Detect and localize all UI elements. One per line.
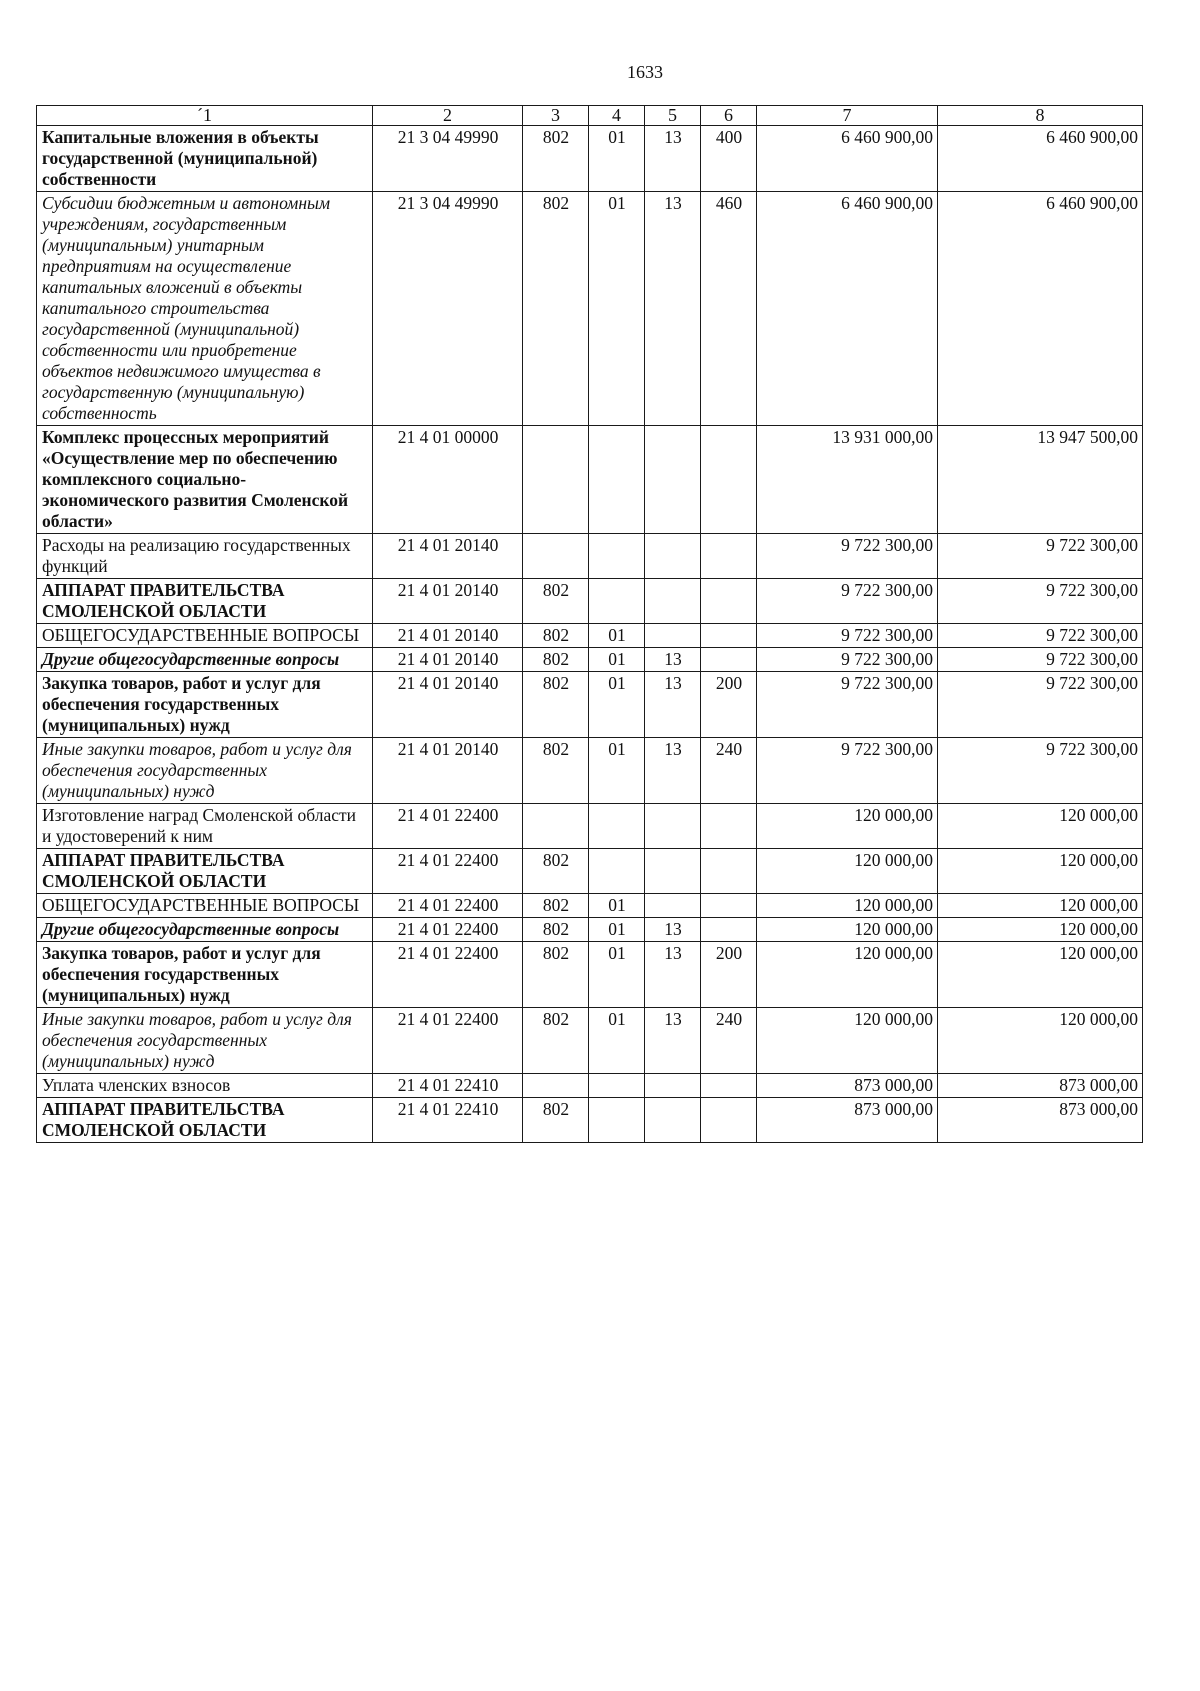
amount-year-2: 9 722 300,00 bbox=[938, 579, 1143, 624]
header-col-8: 8 bbox=[938, 106, 1143, 126]
target-article-code: 21 4 01 22400 bbox=[373, 894, 523, 918]
table-row bbox=[37, 942, 1143, 1008]
row-name: Изготовление наград Смоленской области и удостоверений к ним bbox=[37, 804, 373, 849]
amount-year-2: 120 000,00 bbox=[938, 804, 1143, 849]
target-article-code: 21 4 01 22400 bbox=[373, 942, 523, 1008]
target-article-code: 21 3 04 49990 bbox=[373, 192, 523, 426]
amount-year-1: 9 722 300,00 bbox=[757, 624, 938, 648]
header-row bbox=[37, 106, 1143, 126]
section-code: 01 bbox=[589, 918, 645, 942]
section-code: 01 bbox=[589, 192, 645, 426]
amount-year-1: 13 931 000,00 bbox=[757, 426, 938, 534]
target-article-code: 21 4 01 00000 bbox=[373, 426, 523, 534]
section-code: 01 bbox=[589, 894, 645, 918]
amount-year-1: 120 000,00 bbox=[757, 804, 938, 849]
section-code: 01 bbox=[589, 648, 645, 672]
amount-year-2: 6 460 900,00 bbox=[938, 126, 1143, 192]
amount-year-1: 120 000,00 bbox=[757, 942, 938, 1008]
amount-year-1: 9 722 300,00 bbox=[757, 534, 938, 579]
section-code bbox=[589, 804, 645, 849]
table-row bbox=[37, 1074, 1143, 1098]
ministry-code: 802 bbox=[523, 942, 589, 1008]
expense-type-code bbox=[701, 1074, 757, 1098]
amount-year-1: 6 460 900,00 bbox=[757, 126, 938, 192]
ministry-code bbox=[523, 1074, 589, 1098]
expense-type-code bbox=[701, 849, 757, 894]
table-row bbox=[37, 1008, 1143, 1074]
table-row bbox=[37, 579, 1143, 624]
table-row bbox=[37, 534, 1143, 579]
amount-year-2: 120 000,00 bbox=[938, 1008, 1143, 1074]
table-row bbox=[37, 672, 1143, 738]
header-col-5: 5 bbox=[645, 106, 701, 126]
ministry-code: 802 bbox=[523, 624, 589, 648]
expense-type-code: 240 bbox=[701, 1008, 757, 1074]
subsection-code bbox=[645, 426, 701, 534]
amount-year-1: 120 000,00 bbox=[757, 1008, 938, 1074]
page-number: 1633 bbox=[627, 62, 663, 82]
expense-type-code: 200 bbox=[701, 942, 757, 1008]
ministry-code: 802 bbox=[523, 849, 589, 894]
table-row bbox=[37, 738, 1143, 804]
amount-year-2: 6 460 900,00 bbox=[938, 192, 1143, 426]
amount-year-2: 873 000,00 bbox=[938, 1074, 1143, 1098]
row-name: АППАРАТ ПРАВИТЕЛЬСТВА СМОЛЕНСКОЙ ОБЛАСТИ bbox=[37, 849, 373, 894]
target-article-code: 21 4 01 20140 bbox=[373, 579, 523, 624]
section-code: 01 bbox=[589, 624, 645, 648]
section-code bbox=[589, 426, 645, 534]
expense-type-code: 200 bbox=[701, 672, 757, 738]
row-name: Иные закупки товаров, работ и услуг для обеспечения государственных (муниципальных) нужд bbox=[37, 738, 373, 804]
ministry-code: 802 bbox=[523, 1098, 589, 1143]
table-row bbox=[37, 849, 1143, 894]
amount-year-1: 9 722 300,00 bbox=[757, 738, 938, 804]
expense-type-code bbox=[701, 624, 757, 648]
expense-type-code bbox=[701, 918, 757, 942]
ministry-code: 802 bbox=[523, 918, 589, 942]
row-name: Комплекс процессных мероприятий «Осуществление мер по обеспечению комплексного социально-экономического развития Смоленской области» bbox=[37, 426, 373, 534]
row-name: ОБЩЕГОСУДАРСТВЕННЫЕ ВОПРОСЫ bbox=[37, 624, 373, 648]
section-code: 01 bbox=[589, 126, 645, 192]
subsection-code bbox=[645, 624, 701, 648]
target-article-code: 21 4 01 20140 bbox=[373, 648, 523, 672]
amount-year-1: 9 722 300,00 bbox=[757, 672, 938, 738]
ministry-code: 802 bbox=[523, 648, 589, 672]
row-name: Закупка товаров, работ и услуг для обеспечения государственных (муниципальных) нужд bbox=[37, 672, 373, 738]
table-row bbox=[37, 648, 1143, 672]
target-article-code: 21 4 01 20140 bbox=[373, 672, 523, 738]
header-col-7: 7 bbox=[757, 106, 938, 126]
row-name: Расходы на реализацию государственных функций bbox=[37, 534, 373, 579]
amount-year-2: 13 947 500,00 bbox=[938, 426, 1143, 534]
amount-year-1: 120 000,00 bbox=[757, 918, 938, 942]
subsection-code: 13 bbox=[645, 1008, 701, 1074]
target-article-code: 21 4 01 22400 bbox=[373, 918, 523, 942]
target-article-code: 21 4 01 20140 bbox=[373, 534, 523, 579]
subsection-code bbox=[645, 804, 701, 849]
amount-year-2: 120 000,00 bbox=[938, 918, 1143, 942]
row-name: Иные закупки товаров, работ и услуг для обеспечения государственных (муниципальных) нужд bbox=[37, 1008, 373, 1074]
ministry-code bbox=[523, 426, 589, 534]
ministry-code bbox=[523, 804, 589, 849]
header-col-3: 3 bbox=[523, 106, 589, 126]
section-code: 01 bbox=[589, 942, 645, 1008]
amount-year-1: 873 000,00 bbox=[757, 1074, 938, 1098]
target-article-code: 21 4 01 22410 bbox=[373, 1098, 523, 1143]
ministry-code bbox=[523, 534, 589, 579]
subsection-code: 13 bbox=[645, 648, 701, 672]
row-name: Уплата членских взносов bbox=[37, 1074, 373, 1098]
amount-year-2: 9 722 300,00 bbox=[938, 534, 1143, 579]
amount-year-1: 9 722 300,00 bbox=[757, 579, 938, 624]
amount-year-2: 120 000,00 bbox=[938, 942, 1143, 1008]
section-code bbox=[589, 849, 645, 894]
subsection-code bbox=[645, 849, 701, 894]
target-article-code: 21 3 04 49990 bbox=[373, 126, 523, 192]
row-name: Другие общегосударственные вопросы bbox=[37, 918, 373, 942]
expense-type-code: 400 bbox=[701, 126, 757, 192]
header-col-2: 2 bbox=[373, 106, 523, 126]
row-name: АППАРАТ ПРАВИТЕЛЬСТВА СМОЛЕНСКОЙ ОБЛАСТИ bbox=[37, 579, 373, 624]
subsection-code bbox=[645, 534, 701, 579]
subsection-code bbox=[645, 1098, 701, 1143]
ministry-code: 802 bbox=[523, 579, 589, 624]
table-row bbox=[37, 894, 1143, 918]
ministry-code: 802 bbox=[523, 894, 589, 918]
ministry-code: 802 bbox=[523, 1008, 589, 1074]
expense-type-code bbox=[701, 894, 757, 918]
expense-type-code bbox=[701, 1098, 757, 1143]
amount-year-1: 9 722 300,00 bbox=[757, 648, 938, 672]
header-col-4: 4 bbox=[589, 106, 645, 126]
ministry-code: 802 bbox=[523, 738, 589, 804]
row-name: Другие общегосударственные вопросы bbox=[37, 648, 373, 672]
section-code bbox=[589, 1074, 645, 1098]
amount-year-1: 120 000,00 bbox=[757, 849, 938, 894]
table-row bbox=[37, 126, 1143, 192]
amount-year-2: 9 722 300,00 bbox=[938, 624, 1143, 648]
table-row bbox=[37, 624, 1143, 648]
subsection-code: 13 bbox=[645, 126, 701, 192]
subsection-code: 13 bbox=[645, 942, 701, 1008]
table-row bbox=[37, 1098, 1143, 1143]
table-row bbox=[37, 192, 1143, 426]
budget-table bbox=[36, 105, 1143, 1143]
section-code bbox=[589, 534, 645, 579]
row-name: АППАРАТ ПРАВИТЕЛЬСТВА СМОЛЕНСКОЙ ОБЛАСТИ bbox=[37, 1098, 373, 1143]
target-article-code: 21 4 01 22400 bbox=[373, 849, 523, 894]
subsection-code bbox=[645, 579, 701, 624]
target-article-code: 21 4 01 22400 bbox=[373, 1008, 523, 1074]
section-code: 01 bbox=[589, 1008, 645, 1074]
subsection-code bbox=[645, 1074, 701, 1098]
section-code bbox=[589, 579, 645, 624]
subsection-code: 13 bbox=[645, 738, 701, 804]
amount-year-2: 120 000,00 bbox=[938, 894, 1143, 918]
expense-type-code bbox=[701, 534, 757, 579]
section-code: 01 bbox=[589, 738, 645, 804]
amount-year-2: 9 722 300,00 bbox=[938, 738, 1143, 804]
section-code bbox=[589, 1098, 645, 1143]
header-col-6: 6 bbox=[701, 106, 757, 126]
row-name: ОБЩЕГОСУДАРСТВЕННЫЕ ВОПРОСЫ bbox=[37, 894, 373, 918]
header-col-1: ´1 bbox=[37, 106, 373, 126]
expense-type-code bbox=[701, 426, 757, 534]
amount-year-1: 873 000,00 bbox=[757, 1098, 938, 1143]
amount-year-2: 120 000,00 bbox=[938, 849, 1143, 894]
table-row bbox=[37, 804, 1143, 849]
section-code: 01 bbox=[589, 672, 645, 738]
amount-year-2: 873 000,00 bbox=[938, 1098, 1143, 1143]
ministry-code: 802 bbox=[523, 192, 589, 426]
ministry-code: 802 bbox=[523, 126, 589, 192]
target-article-code: 21 4 01 20140 bbox=[373, 738, 523, 804]
target-article-code: 21 4 01 22400 bbox=[373, 804, 523, 849]
amount-year-1: 6 460 900,00 bbox=[757, 192, 938, 426]
subsection-code bbox=[645, 894, 701, 918]
row-name: Субсидии бюджетным и автономным учреждениям, государственным (муниципальным) унитарным предприятиям на осуществление капитальных вложений в объекты капитального строительства государственной (муниципальной) собственности или приобретение объектов недвижимого имущества в государственную (муниципальную) собственность bbox=[37, 192, 373, 426]
table-row bbox=[37, 918, 1143, 942]
row-name: Капитальные вложения в объекты государственной (муниципальной) собственности bbox=[37, 126, 373, 192]
row-name: Закупка товаров, работ и услуг для обеспечения государственных (муниципальных) нужд bbox=[37, 942, 373, 1008]
expense-type-code bbox=[701, 648, 757, 672]
expense-type-code bbox=[701, 804, 757, 849]
amount-year-1: 120 000,00 bbox=[757, 894, 938, 918]
target-article-code: 21 4 01 20140 bbox=[373, 624, 523, 648]
subsection-code: 13 bbox=[645, 918, 701, 942]
table-body bbox=[37, 106, 1143, 1143]
subsection-code: 13 bbox=[645, 672, 701, 738]
amount-year-2: 9 722 300,00 bbox=[938, 648, 1143, 672]
table-row bbox=[37, 426, 1143, 534]
subsection-code: 13 bbox=[645, 192, 701, 426]
amount-year-2: 9 722 300,00 bbox=[938, 672, 1143, 738]
target-article-code: 21 4 01 22410 bbox=[373, 1074, 523, 1098]
expense-type-code: 460 bbox=[701, 192, 757, 426]
expense-type-code: 240 bbox=[701, 738, 757, 804]
ministry-code: 802 bbox=[523, 672, 589, 738]
expense-type-code bbox=[701, 579, 757, 624]
